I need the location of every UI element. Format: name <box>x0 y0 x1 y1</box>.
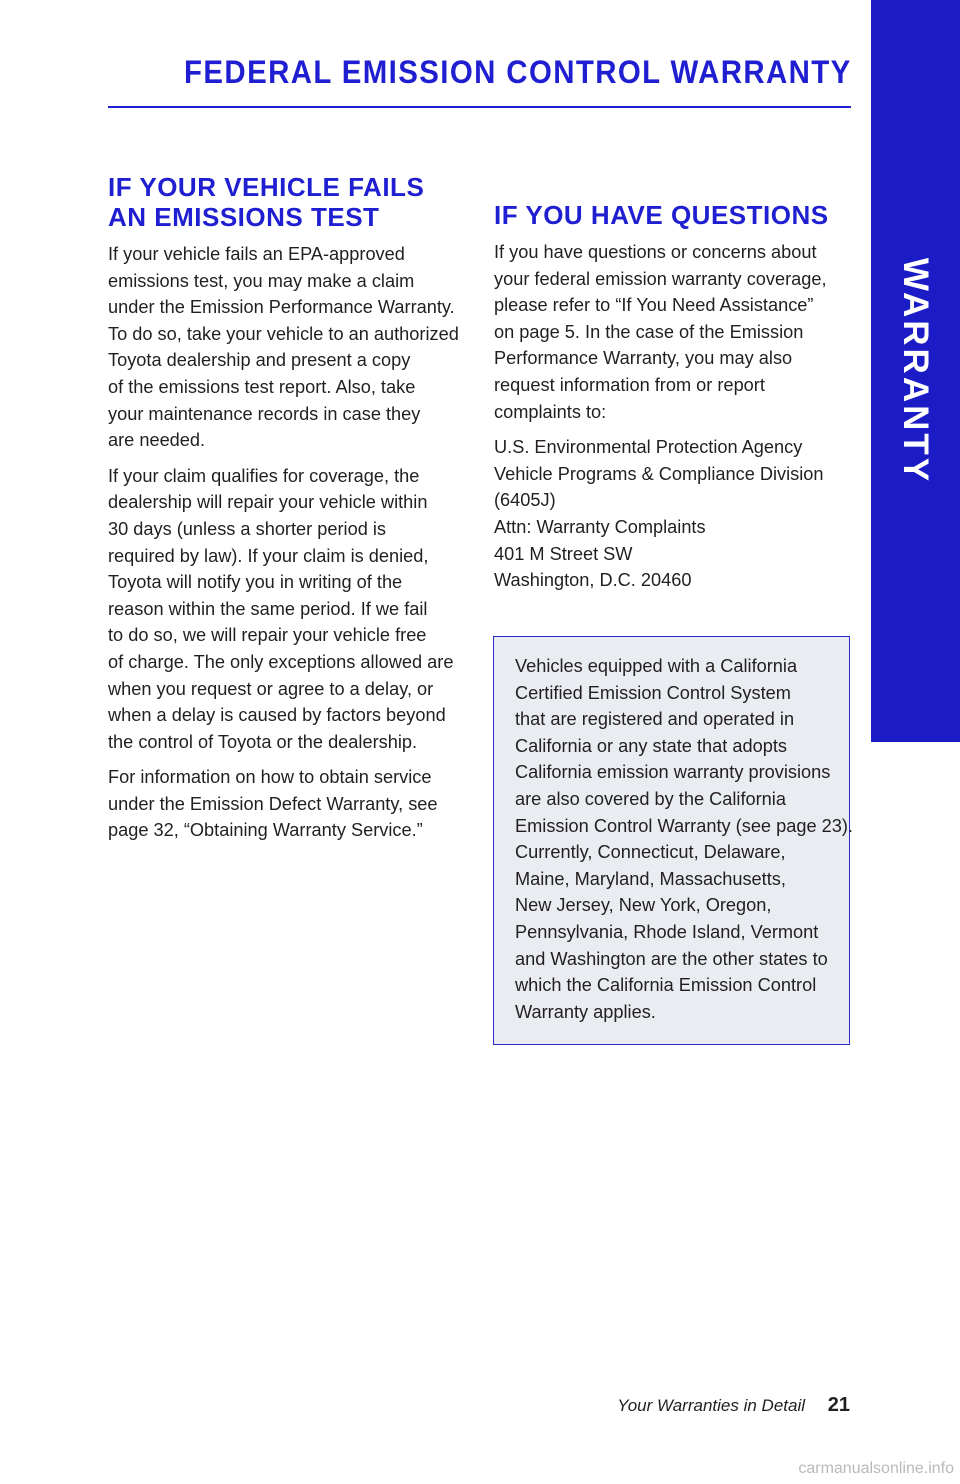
section-heading-emissions-test <box>108 172 453 232</box>
address-line: (6405J) <box>494 490 556 511</box>
text-line: Vehicles equipped with a California <box>515 656 798 676</box>
text-line: which the California Emission Control <box>515 975 817 996</box>
text-line: of the emissions test report. Also, take <box>108 376 416 397</box>
address-line: Attn: Warranty Complaints <box>494 516 706 537</box>
text-line: emissions test, you may make a claim <box>108 270 415 291</box>
address-line: Washington, D.C. 20460 <box>494 570 692 591</box>
text-line: New Jersey, New York, Oregon, <box>515 895 772 916</box>
page-number: 21 <box>827 1394 850 1416</box>
paragraph-fails-test <box>108 241 459 454</box>
text-line: page 32, “Obtaining Warranty Service.” <box>108 820 423 841</box>
text-line: under the Emission Performance Warranty. <box>108 297 455 318</box>
text-line: For information on how to obtain service <box>108 767 432 788</box>
section-heading-questions: IF YOU HAVE QUESTIONS <box>494 200 829 230</box>
text-line: please refer to “If You Need Assistance” <box>494 295 814 316</box>
california-callout-box <box>493 636 853 1045</box>
text-line: reason within the same period. If we fail <box>108 598 428 619</box>
text-line: under the Emission Defect Warranty, see <box>108 793 438 814</box>
text-line: dealership will repair your vehicle within <box>108 492 428 513</box>
text-line: request information from or report <box>494 374 765 395</box>
text-line: your maintenance records in case they <box>108 403 421 424</box>
text-line: Pennsylvania, Rhode Island, Vermont <box>515 921 819 942</box>
text-line: California emission warranty provisions <box>515 762 831 783</box>
text-line: Certified Emission Control System <box>515 682 791 703</box>
heading-line: AN EMISSIONS TEST <box>108 202 380 232</box>
text-line: on page 5. In the case of the Emission <box>494 321 804 342</box>
text-line: To do so, take your vehicle to an authorized <box>108 323 459 344</box>
text-line: Performance Warranty, you may also <box>494 348 793 369</box>
text-line: are also covered by the California <box>515 788 786 809</box>
text-line: Toyota will notify you in writing of the <box>108 572 403 593</box>
text-line: to do so, we will repair your vehicle free <box>108 625 427 646</box>
paragraph-questions <box>494 239 844 425</box>
text-line: Currently, Connecticut, Delaware, <box>515 842 786 863</box>
text-line: that are registered and operated in <box>515 709 795 730</box>
text-line: If your vehicle fails an EPA-approved <box>108 244 405 264</box>
address-line: Vehicle Programs & Compliance Division <box>494 463 824 484</box>
header-divider <box>108 106 851 108</box>
text-line: If you have questions or concerns about <box>494 242 817 262</box>
address-line: 401 M Street SW <box>494 543 633 564</box>
epa-mailing-address <box>494 434 844 594</box>
text-line: Warranty applies. <box>515 1001 656 1022</box>
text-line: the control of Toyota or the dealership. <box>108 731 418 752</box>
text-line: when a delay is caused by factors beyond <box>108 705 446 726</box>
paragraph-obtain-service <box>108 764 453 844</box>
text-line: 30 days (unless a shorter period is <box>108 518 387 539</box>
heading-line: IF YOUR VEHICLE FAILS <box>108 172 425 202</box>
paragraph-claim-qualifies <box>108 463 453 756</box>
text-line: when you request or agree to a delay, or <box>108 678 434 699</box>
text-line: Emission Control Warranty (see page 23). <box>515 815 853 836</box>
footer-section-label: Your Warranties in Detail <box>617 1396 806 1415</box>
text-line: and Washington are the other states to <box>515 948 828 969</box>
text-line: of charge. The only exceptions allowed are <box>108 651 454 672</box>
address-line: U.S. Environmental Protection Agency <box>494 437 803 458</box>
text-line: If your claim qualifies for coverage, the <box>108 465 420 486</box>
text-line: required by law). If your claim is denied, <box>108 545 429 566</box>
text-line: your federal emission warranty coverage, <box>494 268 827 289</box>
site-watermark: carmanualsonline.info <box>798 1460 954 1477</box>
side-tab-label: WARRANTY <box>896 257 935 485</box>
text-line: are needed. <box>108 430 206 451</box>
right-column <box>494 200 844 603</box>
left-column <box>108 172 459 853</box>
text-line: Maine, Maryland, Massachusetts, <box>515 868 786 889</box>
text-line: Toyota dealership and present a copy <box>108 350 411 371</box>
page-footer <box>617 1394 850 1417</box>
page-title: FEDERAL EMISSION CONTROL WARRANTY <box>184 54 852 90</box>
section-side-tab <box>871 0 960 742</box>
text-line: California or any state that adopts <box>515 735 787 756</box>
text-line: complaints to: <box>494 401 607 422</box>
